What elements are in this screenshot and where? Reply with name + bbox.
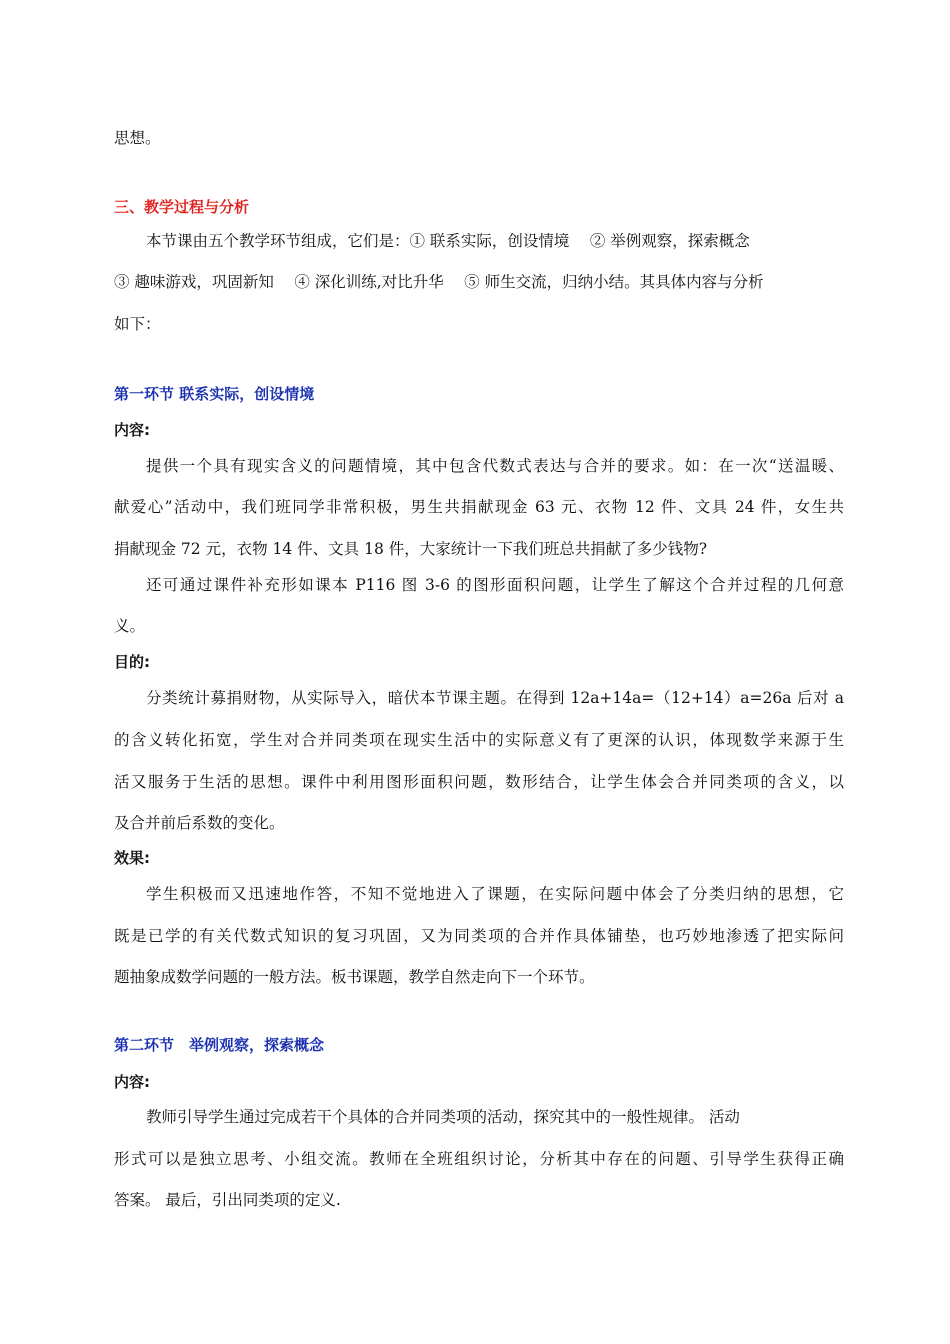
stage-1-content-line: 还可通过课件补充形如课本 P116 图 3-6 的图形面积问题，让学生了解这个合并过程的几何意 [146, 576, 844, 594]
stage-1-purpose-label: 目的: [114, 653, 150, 671]
stage-2-content-line: 形式可以是独立思考、小组交流。教师在全班组织讨论，分析其中存在的问题、引导学生获得正确 [114, 1150, 844, 1168]
stage-1-purpose-line: 活又服务于生活的思想。课件中利用图形面积问题，数形结合，让学生体会合并同类项的含义，以 [114, 773, 844, 791]
section-3-para-line: 如下： [114, 315, 161, 333]
stage-2-content-line: 教师引导学生通过完成若干个具体的合并同类项的活动，探究其中的一般性规律。 活动 [146, 1108, 740, 1126]
stage-1-content-line: 提供一个具有现实含义的问题情境，其中包含代数式表达与合并的要求。如：在一次“送温暖、 [146, 457, 844, 475]
stage-2-heading: 第二环节 举例观察，探索概念 [114, 1036, 325, 1054]
intro-tail-text: 思想。 [114, 129, 161, 147]
stage-1-effect-line: 学生积极而又迅速地作答，不知不觉地进入了课题，在实际问题中体会了分类归纳的思想，它 [146, 885, 844, 903]
section-3-heading: 三、教学过程与分析 [114, 198, 250, 216]
stage-1-purpose-line: 分类统计募捐财物，从实际导入，暗伏本节课主题。在得到 12a+14a=（12+14）a=26a 后对 a [146, 689, 844, 707]
stage-1-content-line: 献爱心”活动中，我们班同学非常积极，男生共捐献现金 63 元、衣物 12 件、文具 24 件，女生共 [114, 498, 844, 516]
stage-1-content-label: 内容: [114, 421, 150, 439]
stage-1-purpose-line: 的含义转化拓宽，学生对合并同类项在现实生活中的实际意义有了更深的认识，体现数学来源于生 [114, 731, 844, 749]
stage-1-purpose-line: 及合并前后系数的变化。 [114, 814, 285, 832]
stage-1-content-line: 义。 [114, 617, 146, 635]
section-3-para-line: ③ 趣味游戏，巩固新知 ④ 深化训练,对比升华 ⑤ 师生交流，归纳小结。其具体内容与分析 [114, 273, 764, 291]
stage-1-content-line: 捐献现金 72 元，衣物 14 件、文具 18 件，大家统计一下我们班总共捐献了多少钱物? [114, 540, 708, 558]
stage-1-effect-line: 既是已学的有关代数式知识的复习巩固，又为同类项的合并作具体铺垫，也巧妙地渗透了把实际问 [114, 927, 844, 945]
stage-1-effect-label: 效果: [114, 849, 150, 867]
stage-1-effect-line: 题抽象成数学问题的一般方法。板书课题，教学自然走向下一个环节。 [114, 968, 595, 986]
stage-2-content-label: 内容: [114, 1073, 150, 1091]
section-3-para-line: 本节课由五个教学环节组成，它们是：① 联系实际，创设情境 ② 举例观察，探索概念 [146, 232, 750, 250]
stage-2-content-line: 答案。 最后，引出同类项的定义. [114, 1191, 341, 1209]
stage-1-heading: 第一环节 联系实际，创设情境 [114, 385, 315, 403]
